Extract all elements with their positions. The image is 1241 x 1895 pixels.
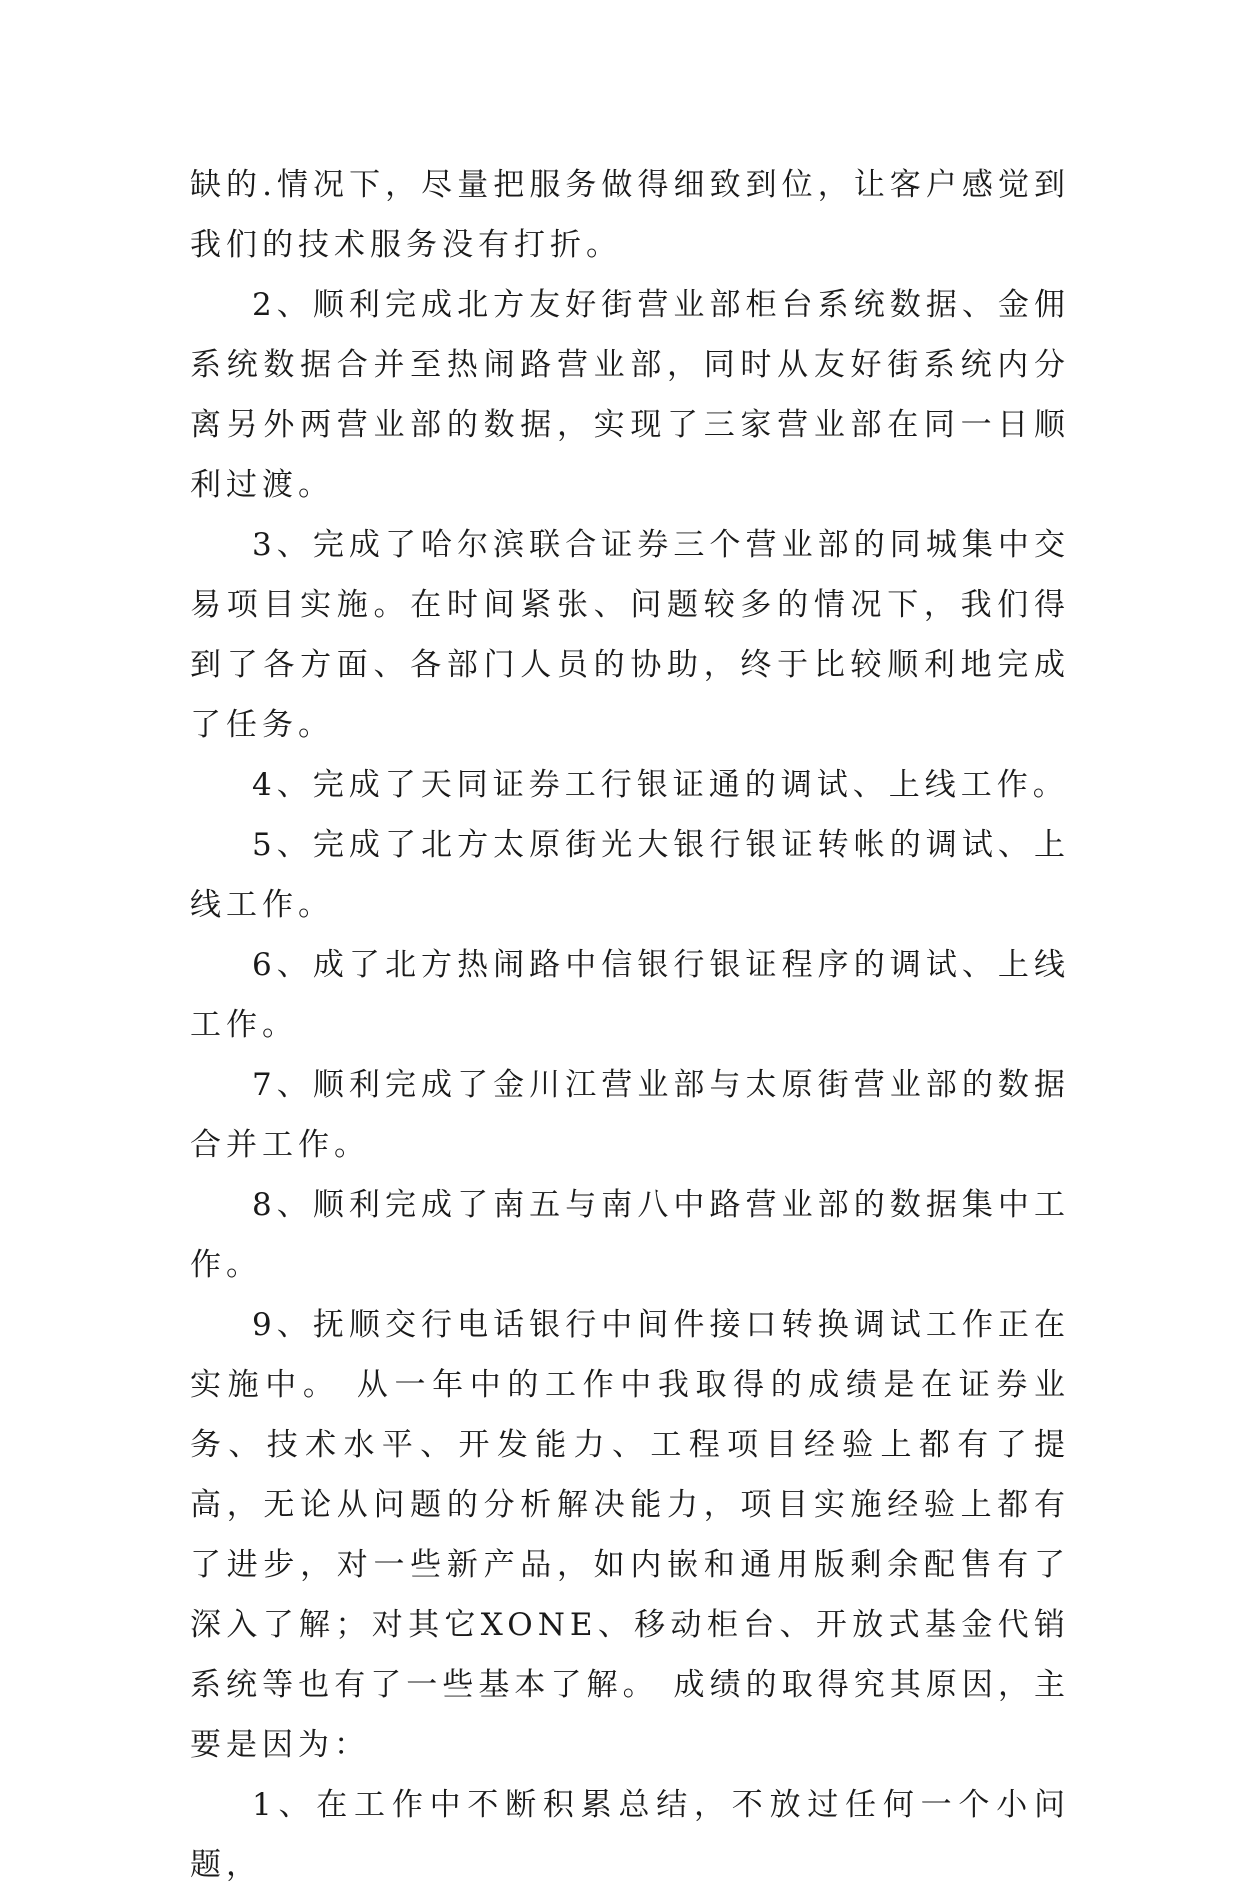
paragraph-item-6: 6、成了北方热闹路中信银行银证程序的调试、上线工作。 xyxy=(190,947,1070,1043)
paragraph-item-4: 4、完成了天同证券工行银证通的调试、上线工作。 xyxy=(252,767,1069,803)
paragraph-item-3: 3、完成了哈尔滨联合证券三个营业部的同城集中交易项目实施。在时间紧张、问题较多的情况下，我们得到了各方面、各部门人员的协助，终于比较顺利地完成了任务。 xyxy=(190,527,1070,743)
paragraph-item-2: 2、顺利完成北方友好街营业部柜台系统数据、金佣系统数据合并至热闹路营业部，同时从友好街系统内分离另外两营业部的数据，实现了三家营业部在同一日顺利过渡。 xyxy=(190,287,1070,503)
paragraph-item-9: 9、抚顺交行电话银行中间件接口转换调试工作正在实施中。 从一年中的工作中我取得的成绩是在证券业务、技术水平、开发能力、工程项目经验上都有了提高，无论从问题的分析解决能力，项目实施经验上都有了进步，对一些新产品，如内嵌和通用版剩余配售有了深入了解；对其它XONE、移动柜台、开放式基金代销系统等也有了一些基本了解。 成绩的取得究其原因，主要是因为： xyxy=(190,1307,1070,1763)
paragraph-item-5: 5、完成了北方太原街光大银行银证转帐的调试、上线工作。 xyxy=(190,827,1070,923)
paragraph-reason-1: 1、在工作中不断积累总结，不放过任何一个小问题， xyxy=(190,1787,1070,1883)
paragraph-item-8: 8、顺利完成了南五与南八中路营业部的数据集中工作。 xyxy=(190,1187,1070,1283)
paragraph-item-7: 7、顺利完成了金川江营业部与太原街营业部的数据合并工作。 xyxy=(190,1067,1070,1163)
paragraph-continuation: 缺的.情况下，尽量把服务做得细致到位，让客户感觉到我们的技术服务没有打折。 xyxy=(190,167,1070,263)
document-body xyxy=(190,155,1070,1895)
